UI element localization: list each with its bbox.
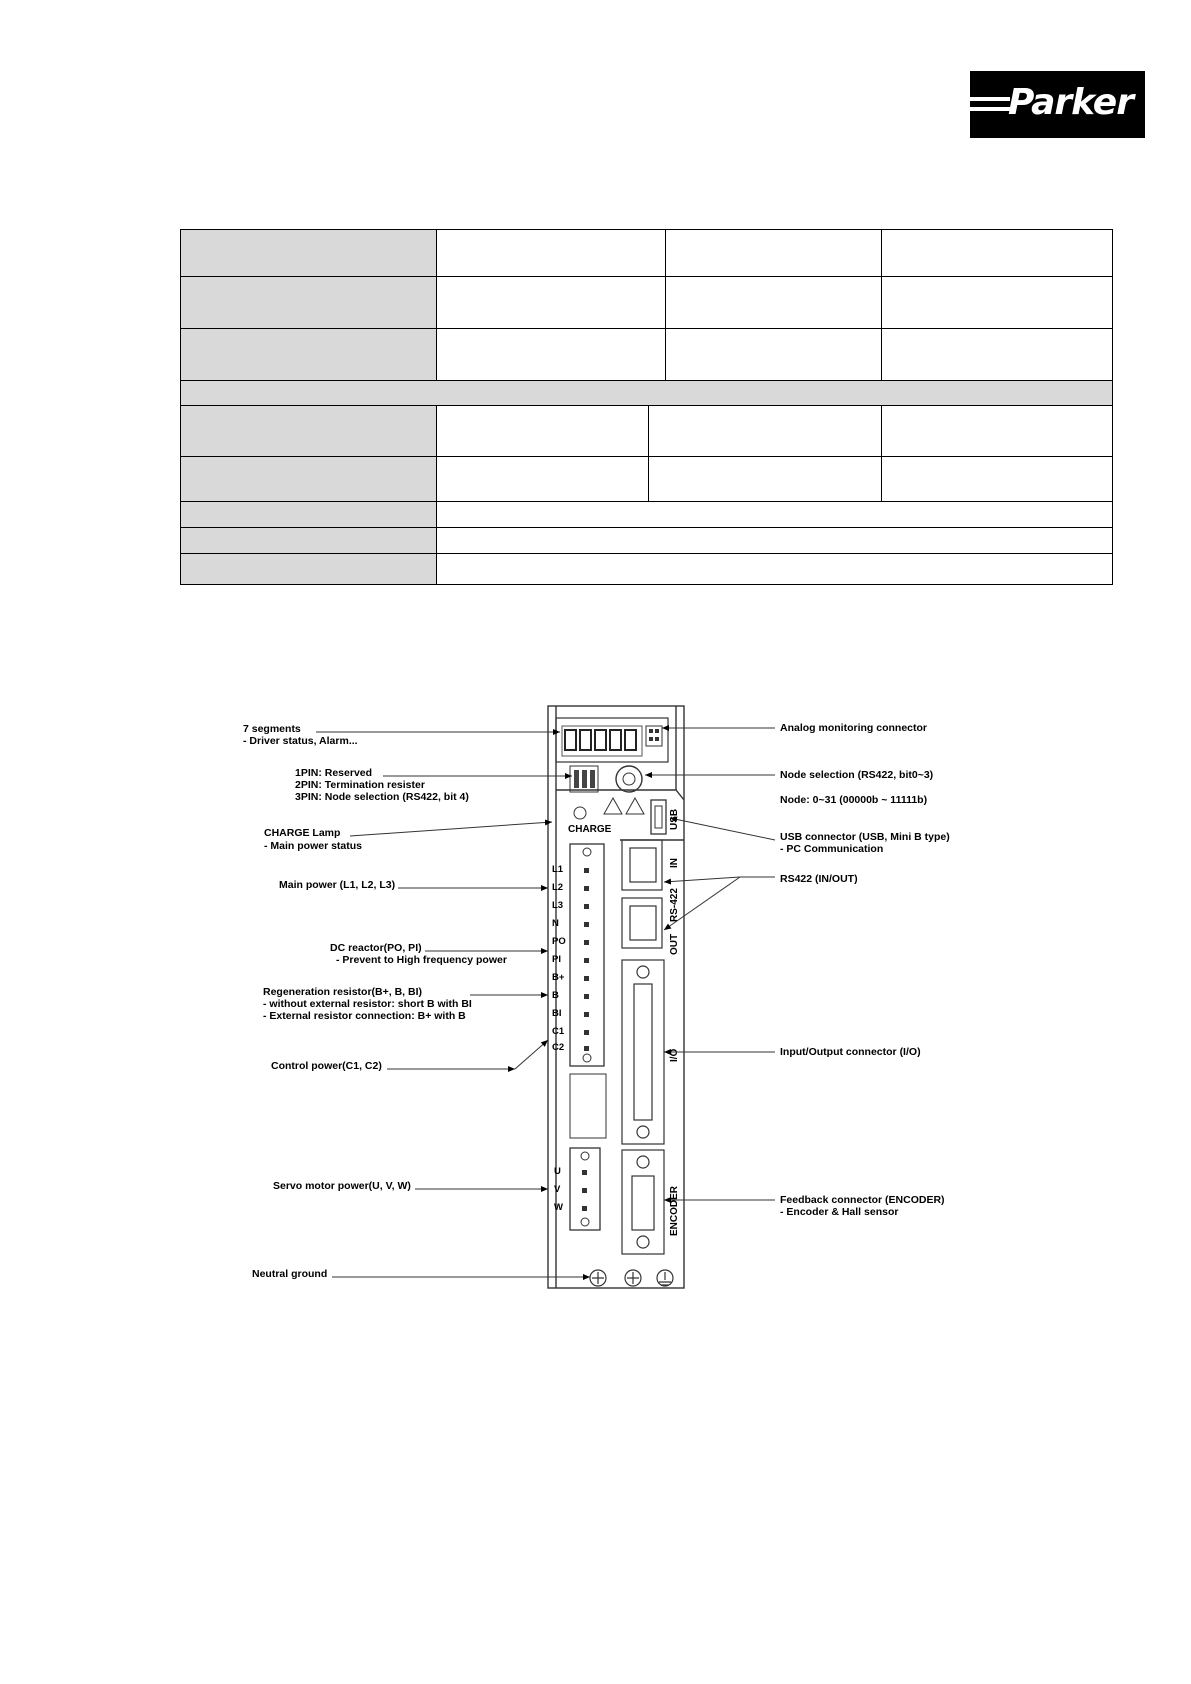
io-panel-label: I/O <box>669 1048 680 1062</box>
encoder-connector <box>622 1150 664 1254</box>
callout-text: RS422 (IN/OUT) <box>780 873 858 885</box>
term-label: V <box>554 1184 561 1195</box>
out-panel-label: OUT <box>669 933 680 955</box>
callout-text: Regeneration resistor(B+, B, BI) <box>263 986 422 998</box>
rotary-switch <box>616 766 642 792</box>
encoder-panel-label: ENCODER <box>669 1185 680 1236</box>
ground-screws <box>590 1270 673 1286</box>
term-label: PO <box>552 936 566 947</box>
callout-text: - Prevent to High frequency power <box>336 954 507 966</box>
callout-text: 3PIN: Node selection (RS422, bit 4) <box>295 791 469 803</box>
power-terminal-block <box>570 844 604 1066</box>
callout-text: Input/Output connector (I/O) <box>780 1046 921 1058</box>
callout-text: Node: 0~31 (00000b ~ 11111b) <box>780 794 928 806</box>
term-label: W <box>554 1202 563 1213</box>
callout-text: 2PIN: Termination resister <box>295 779 425 791</box>
term-label: B <box>552 990 559 1001</box>
term-label: BI <box>552 1008 562 1019</box>
callout-text: Control power(C1, C2) <box>271 1060 382 1072</box>
rs422-panel-label: RS-422 <box>669 888 680 922</box>
callout-text: Feedback connector (ENCODER) <box>780 1194 945 1206</box>
charge-lamp <box>574 807 586 819</box>
callout-text: - without external resistor: short B with BI <box>263 998 472 1010</box>
rs422-out-jack <box>622 898 662 948</box>
blank-plate <box>570 1074 606 1138</box>
term-label: L3 <box>552 900 564 911</box>
callout-text: Servo motor power(U, V, W) <box>273 1180 411 1192</box>
seven-segment-display <box>556 718 668 762</box>
callout-text: - Main power status <box>264 840 363 852</box>
term-label: C2 <box>552 1042 565 1053</box>
logo-wordmark: Parker <box>1008 82 1133 123</box>
right-callouts <box>780 722 950 1218</box>
left-callouts <box>243 723 507 1280</box>
callout-text: 1PIN: Reserved <box>295 767 373 779</box>
term-label: C1 <box>552 1026 565 1037</box>
usb-panel-label: USB <box>669 808 680 830</box>
term-label: L2 <box>552 882 564 893</box>
callout-text: CHARGE Lamp <box>264 827 341 839</box>
callout-text: USB connector (USB, Mini B type) <box>780 831 950 843</box>
warning-icon <box>604 798 622 814</box>
in-panel-label: IN <box>669 858 680 868</box>
term-label: N <box>552 918 559 929</box>
rs422-in-jack <box>622 840 662 890</box>
callout-text: Node selection (RS422, bit0~3) <box>780 769 934 781</box>
callout-text: DC reactor(PO, PI) <box>330 942 422 954</box>
motor-terminal-block <box>570 1148 600 1230</box>
callout-text: - PC Communication <box>780 843 884 855</box>
term-label: B+ <box>552 972 565 983</box>
warning-icon <box>626 798 644 814</box>
term-label: U <box>554 1166 561 1177</box>
callout-text: Main power (L1, L2, L3) <box>279 879 396 891</box>
terminal-labels <box>552 864 566 1053</box>
term-label: L1 <box>552 864 564 875</box>
dip-switch <box>570 766 598 792</box>
usb-port <box>651 800 666 834</box>
callout-text: Neutral ground <box>252 1268 328 1280</box>
charge-label: CHARGE <box>568 824 612 835</box>
term-label: PI <box>552 954 561 965</box>
io-connector <box>622 960 664 1144</box>
callout-text: - External resistor connection: B+ with B <box>263 1010 466 1022</box>
callout-text: Analog monitoring connector <box>780 722 927 734</box>
callout-text: 7 segments <box>243 723 301 735</box>
callout-text: - Encoder & Hall sensor <box>780 1206 899 1218</box>
callout-text: - Driver status, Alarm... <box>243 735 358 747</box>
